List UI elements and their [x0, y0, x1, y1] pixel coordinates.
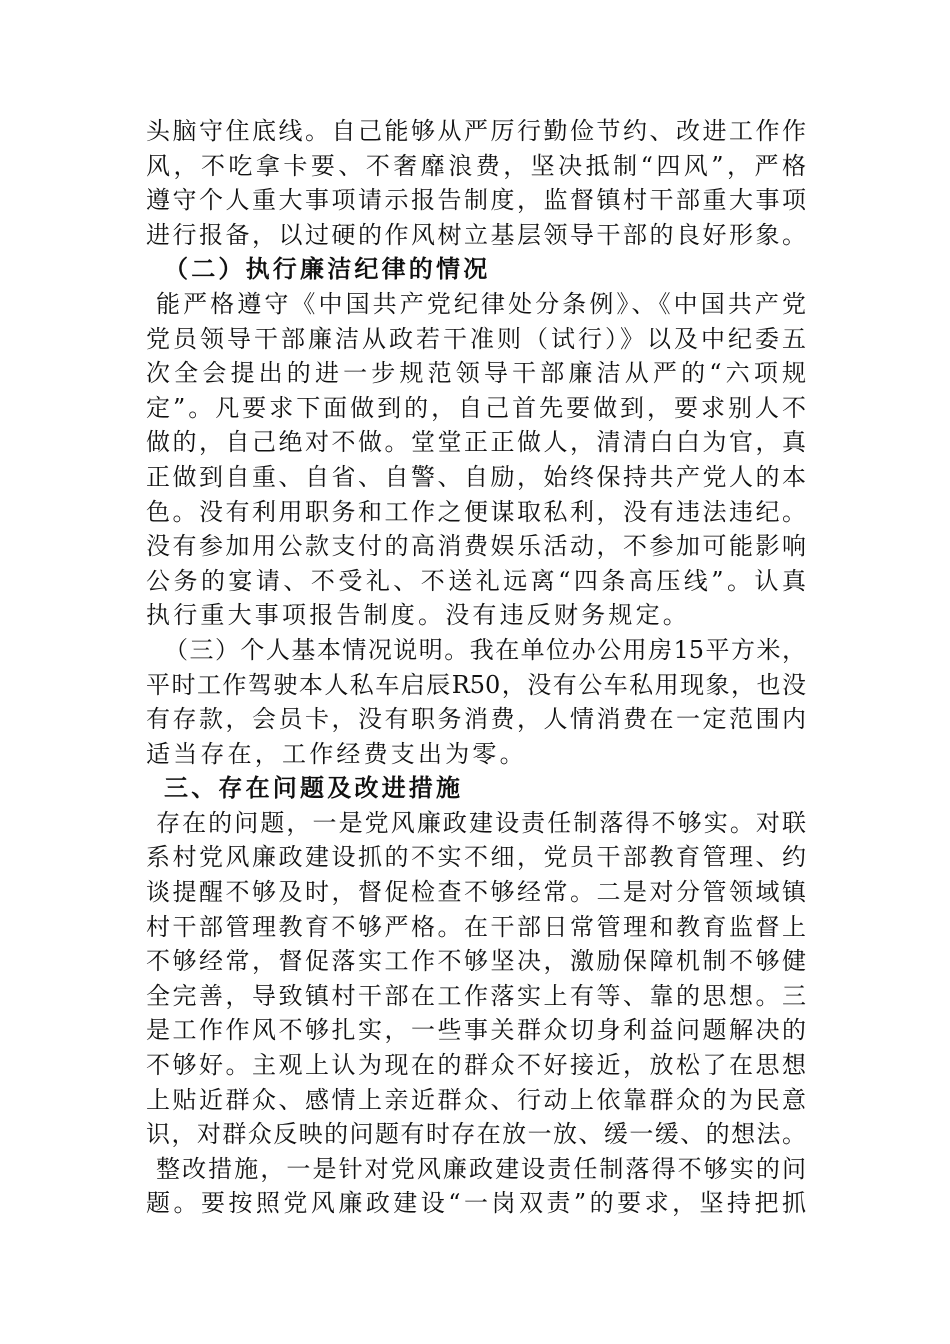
text-line: 做的，自己绝对不做。堂堂正正做人，清清白白为官，真 [146, 428, 806, 457]
text-line: 不够好。主观上认为现在的群众不好接近，放松了在思想 [146, 1051, 806, 1080]
text-line: 上贴近群众、感情上亲近群众、行动上依靠群众的为民意 [146, 1085, 806, 1114]
text-line: 风，不吃拿卡要、不奢靡浪费，坚决抵制“四风”，严格 [146, 151, 806, 180]
subsection-heading: （二）执行廉洁纪律的情况 [164, 254, 491, 284]
text-line: 遵守个人重大事项请示报告制度，监督镇村干部重大事项 [146, 186, 806, 215]
text-line: 村干部管理教育不够严格。在干部日常管理和教育监督上 [146, 912, 806, 941]
text-line: 正做到自重、自省、自警、自励，始终保持共产党人的本 [146, 462, 806, 491]
text-line: 题。要按照党风廉政建设“一岗双责”的要求，坚持把抓 [146, 1189, 806, 1218]
text-line: 谈提醒不够及时，督促检查不够经常。二是对分管领域镇 [146, 878, 806, 907]
text-line: 适当存在，工作经费支出为零。 [146, 739, 527, 768]
text-line: 整改措施，一是针对党风廉政建设责任制落得不够实的问 [156, 1154, 806, 1183]
text-line: （三）个人基本情况说明。我在单位办公用房15平方米， [164, 635, 806, 664]
text-line: 进行报备，以过硬的作风树立基层领导干部的良好形象。 [146, 220, 806, 249]
text-line: 执行重大事项报告制度。没有违反财务规定。 [146, 601, 690, 630]
text-line: 能严格遵守《中国共产党纪律处分条例》、《中国共产党 [156, 289, 806, 318]
text-line: 没有参加用公款支付的高消费娱乐活动，不参加可能影响 [146, 532, 806, 561]
text-line: 系村党风廉政建设抓的不实不细，党员干部教育管理、约 [146, 843, 806, 872]
text-line: 党员领导干部廉洁从政若干准则（试行）》以及中纪委五 [146, 324, 806, 353]
text-line: 定”。凡要求下面做到的，自己首先要做到，要求别人不 [146, 393, 806, 422]
document-page [146, 114, 806, 1221]
section-heading: 三、存在问题及改进措施 [164, 774, 464, 803]
text-line: 公务的宴请、不受礼、不送礼远离“四条高压线”。认真 [146, 566, 806, 595]
text-line: 头脑守住底线。自己能够从严厉行勤俭节约、改进工作作 [146, 117, 806, 145]
text-line: 存在的问题，一是党风廉政建设责任制落得不够实。对联 [156, 808, 806, 837]
text-line: 是工作作风不够扎实，一些事关群众切身利益问题解决的 [146, 1016, 806, 1045]
text-line: 有存款，会员卡，没有职务消费，人情消费在一定范围内 [146, 705, 806, 734]
text-line: 识，对群众反映的问题有时存在放一放、缓一缓、的想法。 [146, 1120, 806, 1149]
text-line: 平时工作驾驶本人私车启辰R50，没有公车私用现象，也没 [146, 670, 806, 699]
text-line: 不够经常，督促落实工作不够坚决，激励保障机制不够健 [146, 947, 806, 976]
text-line: 次全会提出的进一步规范领导干部廉洁从严的“六项规 [146, 359, 806, 388]
text-line: 全完善，导致镇村干部在工作落实上有等、靠的思想。三 [146, 981, 806, 1010]
text-line: 色。没有利用职务和工作之便谋取私利，没有违法违纪。 [146, 497, 806, 526]
